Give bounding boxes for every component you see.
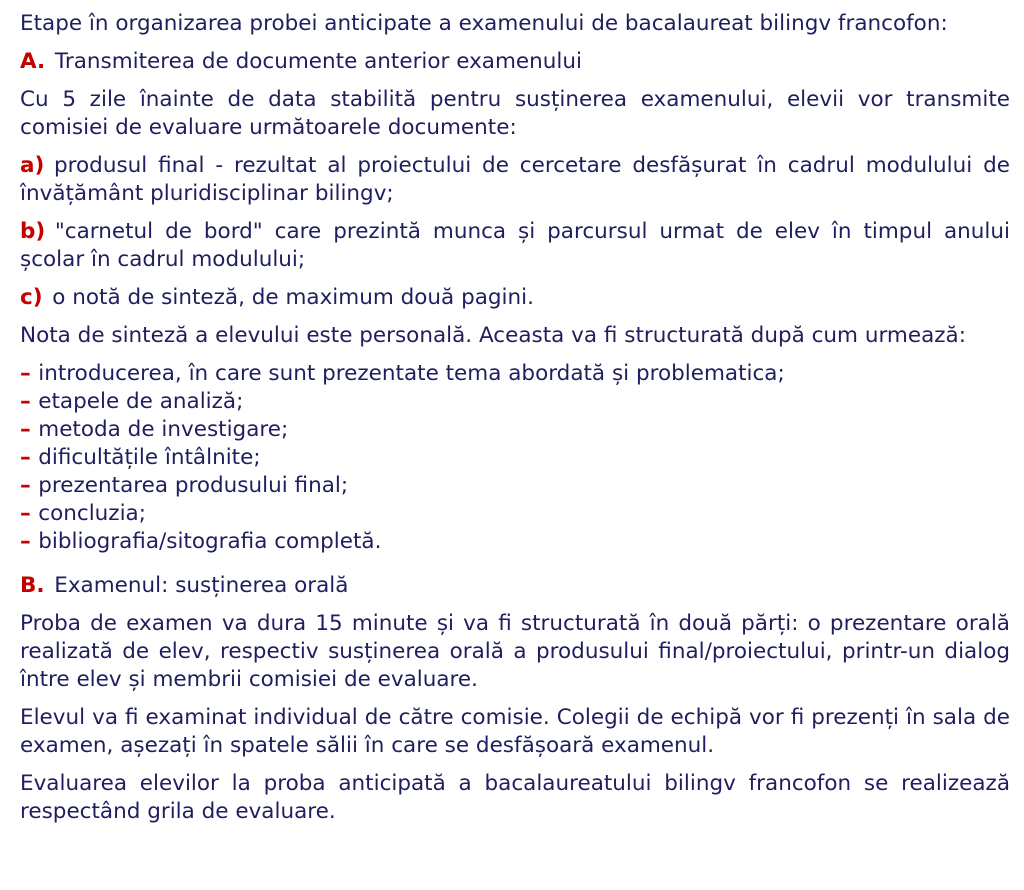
paragraph-individual-exam: Elevul va fi examinat individual de către comisie. Colegii de echipă vor fi prezenți în sala de examen, așezați în spatele sălii în care se desfășoară examenul. xyxy=(20,705,1010,758)
dash-icon: – xyxy=(20,417,31,442)
list-item-c-marker: c) xyxy=(20,285,43,310)
section-a-heading xyxy=(20,48,1010,76)
section-a-marker: A. xyxy=(20,49,46,74)
bullet-item xyxy=(20,388,1010,416)
bullet-item-text: concluzia; xyxy=(38,501,146,526)
bullet-item-text: introducerea, în care sunt prezentate tema abordată și problematica; xyxy=(38,361,785,386)
bullet-item xyxy=(20,500,1010,528)
intro-paragraph: Etape în organizarea probei anticipate a examenului de bacalaureat bilingv francofon: xyxy=(20,11,948,36)
list-item-c-text: o notă de sinteză, de maximum două pagini. xyxy=(52,285,534,310)
bullet-item xyxy=(20,472,1010,500)
section-a-title: Transmiterea de documente anterior examenului xyxy=(54,49,582,74)
bullet-item-text: metoda de investigare; xyxy=(38,417,289,442)
dash-icon: – xyxy=(20,501,31,526)
bullet-item xyxy=(20,528,1010,556)
list-item-b-text: "carnetul de bord" care prezintă munca și parcursul urmat de elev în timpul anului școlar în cadrul modulului; xyxy=(20,219,1010,272)
bullet-item-text: prezentarea produsului final; xyxy=(38,473,349,498)
list-item-b-marker: b) xyxy=(20,219,46,244)
section-b-marker: B. xyxy=(20,573,45,598)
bullet-item-text: etapele de analiză; xyxy=(38,389,244,414)
section-b-heading xyxy=(20,572,1010,600)
section-b-title: Examenul: susținerea orală xyxy=(54,573,349,598)
paragraph-exam-structure: Proba de examen va dura 15 minute și va fi structurată în două părți: o prezentare orală realizată de elev, respectiv susținerea orală a produsului final/proiectului, printr-un dialog între elev și membrii comisiei de evaluare. xyxy=(20,611,1010,692)
dash-icon: – xyxy=(20,389,31,414)
paragraph-evaluation-grid: Evaluarea elevilor la proba anticipată a bacalaureatului bilingv francofon se realizează respectând grila de evaluare. xyxy=(20,771,1010,824)
dash-icon: – xyxy=(20,473,31,498)
dash-icon: – xyxy=(20,361,31,386)
dash-icon: – xyxy=(20,529,31,554)
paragraph-synthesis-note: Nota de sinteză a elevului este personală. Aceasta va fi structurată după cum urmează: xyxy=(20,323,966,348)
list-item-c xyxy=(20,284,1010,312)
bullet-item-text: bibliografia/sitografia completă. xyxy=(38,529,382,554)
list-item-a-marker: a) xyxy=(20,153,45,178)
list-item-a-text: produsul final - rezultat al proiectului de cercetare desfășurat în cadrul modulului de învățământ pluridisciplinar bilingv; xyxy=(20,153,1010,206)
list-item-b xyxy=(20,218,1010,274)
dash-icon: – xyxy=(20,445,31,470)
synthesis-bullet-list xyxy=(20,360,1010,556)
paragraph-documents-intro: Cu 5 zile înainte de data stabilită pentru susținerea examenului, elevii vor transmite comisiei de evaluare următoarele documente: xyxy=(20,87,1010,140)
bullet-item xyxy=(20,416,1010,444)
bullet-item-text: dificultățile întâlnite; xyxy=(38,445,261,470)
bullet-item xyxy=(20,360,1010,388)
list-item-a xyxy=(20,152,1010,208)
bullet-item xyxy=(20,444,1010,472)
